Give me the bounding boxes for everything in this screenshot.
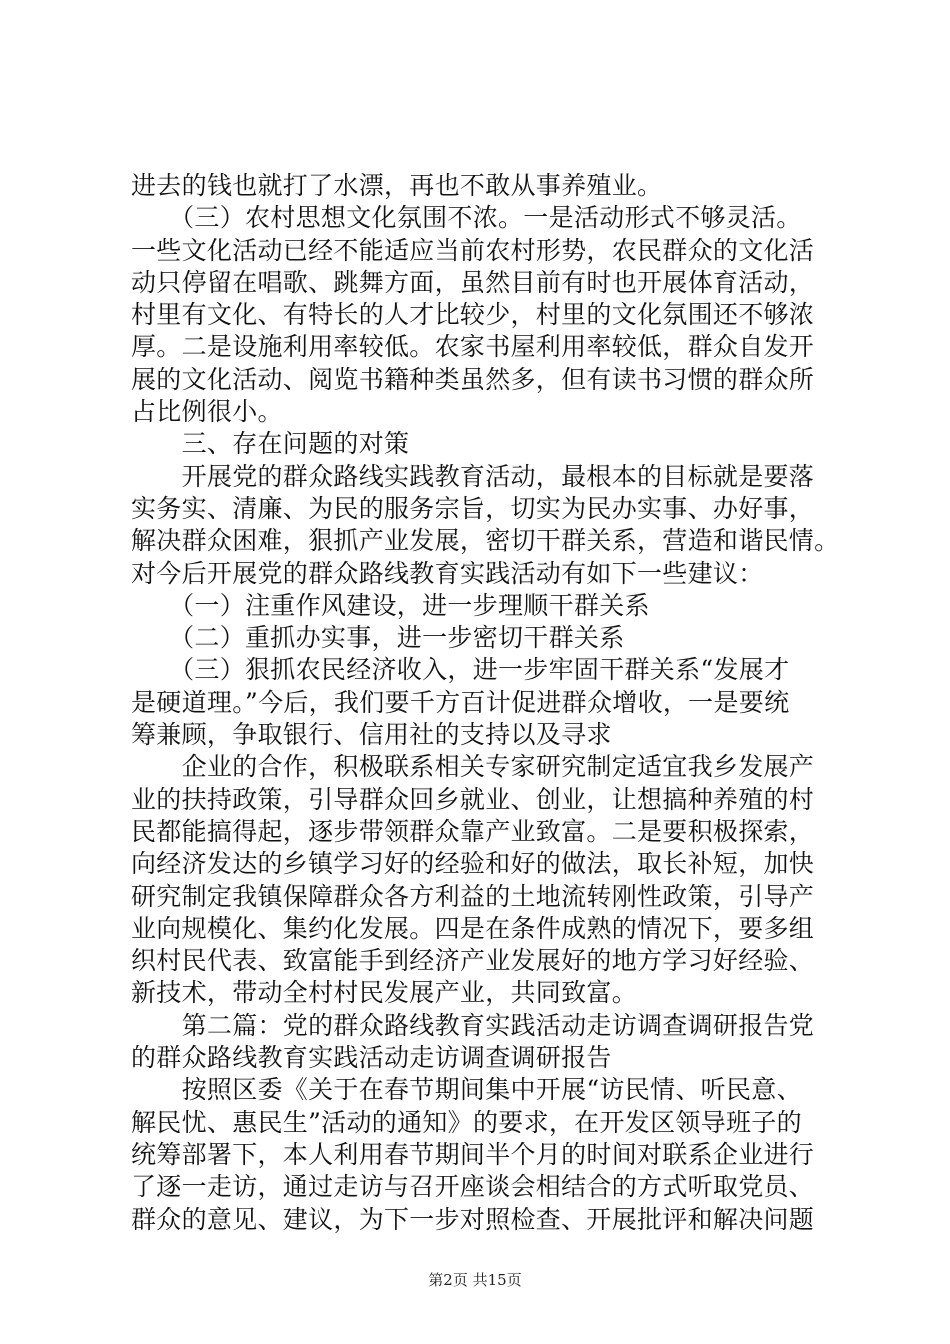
text-line: （二）重抓办实事，进一步密切干群关系 — [131, 623, 625, 653]
text-line: 业的扶持政策，引导群众回乡就业、创业，让想搞种养殖的村 — [131, 784, 815, 814]
text-line: 进去的钱也就打了水漂，再也不敢从事养殖业。 — [131, 171, 663, 200]
text-line: 开展党的群众路线实践教育活动，最根本的目标就是要落 — [131, 461, 815, 491]
text-line: 的群众路线教育实践活动走访调查调研报告 — [131, 1043, 612, 1073]
text-line: 群众的意见、建议，为下一步对照检查、开展批评和解决问题 — [131, 1204, 815, 1234]
text-line: 村里有文化、有特长的人才比较少，村里的文化氛围还不够浓 — [131, 300, 815, 330]
text-line: 新技术，带动全村村民发展产业，共同致富。 — [131, 978, 638, 1008]
text-line: 动只停留在唱歌、跳舞方面，虽然目前有时也开展体育活动， — [131, 267, 815, 297]
text-line: 统筹部署下，本人利用春节期间半个月的时间对联系企业进行 — [131, 1139, 815, 1169]
page-footer: 第2页 共15页 — [428, 1271, 522, 1289]
body-text — [131, 170, 840, 1236]
text-line: 展的文化活动、阅览书籍种类虽然多，但有读书习惯的群众所 — [131, 364, 815, 394]
text-line: 占比例很小。 — [131, 397, 283, 427]
text-line: 向经济发达的乡镇学习好的经验和好的做法，取长补短，加快 — [131, 849, 815, 879]
text-line: （一）注重作风建设，进一步理顺干群关系 — [131, 590, 650, 620]
text-line: （三）狠抓农民经济收入，进一步牢固干群关系“发展才 — [131, 655, 790, 685]
text-line: 一些文化活动已经不能适应当前农村形势，农民群众的文化活 — [131, 235, 815, 265]
text-line: （三）农村思想文化氛围不浓。一是活动形式不够灵活。 — [131, 203, 802, 233]
text-line: 了逐一走访，通过走访与召开座谈会相结合的方式听取党员、 — [131, 1172, 815, 1202]
text-line: 厚。二是设施利用率较低。农家书屋利用率较低，群众自发开 — [131, 332, 815, 362]
text-line: 对今后开展党的群众路线教育实践活动有如下一些建议： — [131, 558, 764, 588]
text-line: 解决群众困难，狠抓产业发展，密切干群关系，营造和谐民情。 — [131, 526, 840, 556]
text-line: 企业的合作，积极联系相关专家研究制定适宜我乡发展产 — [131, 752, 815, 782]
text-line: 按照区委《关于在春节期间集中开展“访民情、听民意、 — [131, 1075, 802, 1105]
text-line: 实务实、清廉、为民的服务宗旨，切实为民办实事、办好事， — [131, 493, 815, 523]
text-line: 织村民代表、致富能手到经济产业发展好的地方学习好经验、 — [131, 946, 815, 976]
text-line: 三、存在问题的对策 — [131, 429, 410, 459]
text-line: 业向规模化、集约化发展。四是在条件成熟的情况下，要多组 — [131, 913, 815, 943]
text-line: 第二篇：党的群众路线教育实践活动走访调查调研报告党 — [131, 1010, 815, 1040]
text-line: 解民忧、惠民生”活动的通知》的要求，在开发区领导班子的 — [131, 1107, 802, 1137]
text-line: 筹兼顾，争取银行、信用社的支持以及寻求 — [131, 720, 612, 750]
text-line: 民都能搞得起，逐步带领群众靠产业致富。二是要积极探索， — [131, 816, 815, 846]
text-line: 是硬道理。”今后，我们要千方百计促进群众增收，一是要统 — [131, 687, 790, 717]
text-line: 研究制定我镇保障群众各方利益的土地流转刚性政策，引导产 — [131, 881, 815, 911]
